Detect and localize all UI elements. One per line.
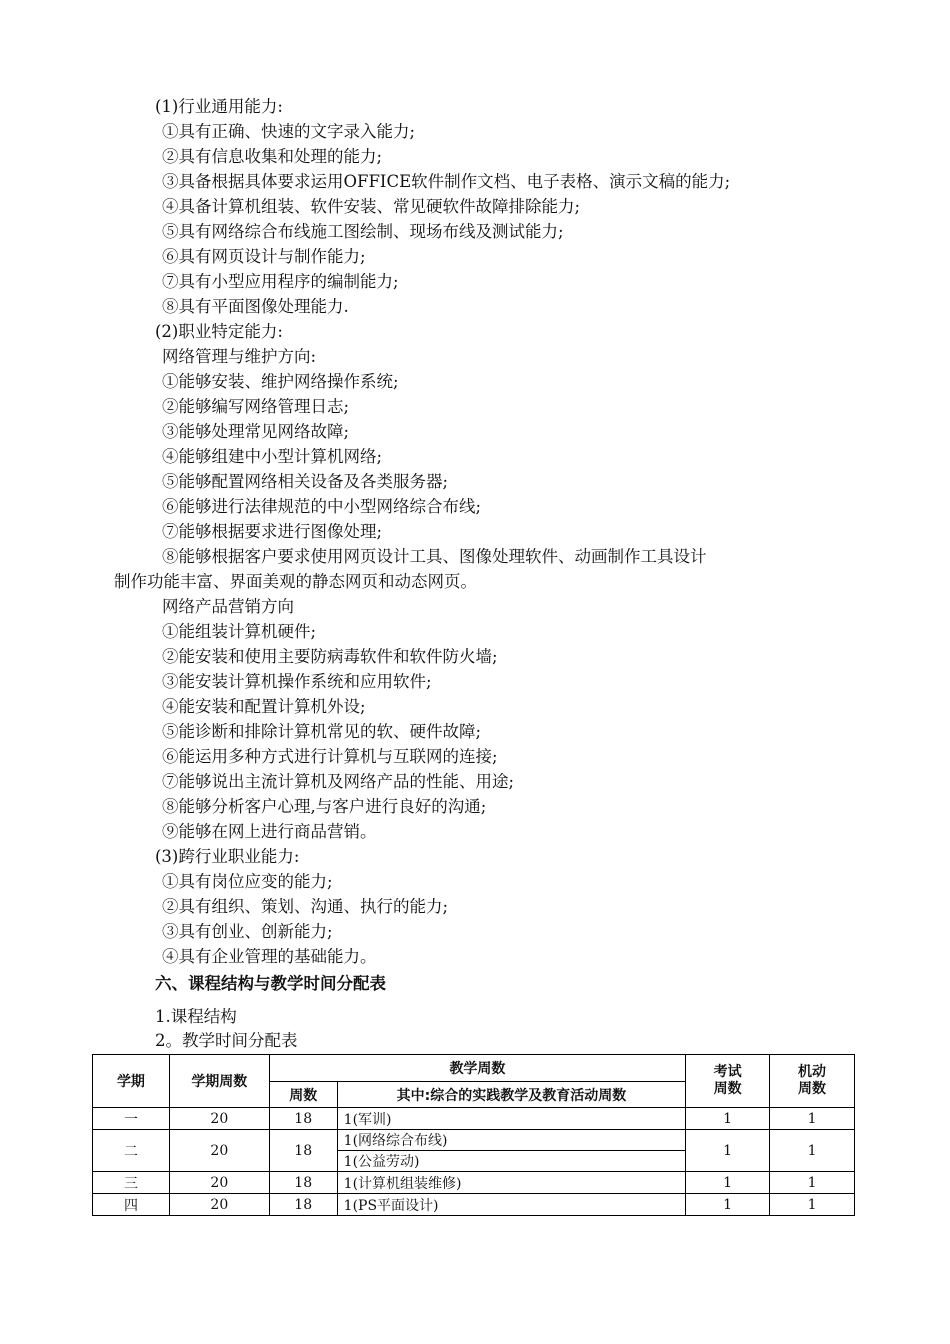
cell-semester-weeks: 20 <box>169 1194 269 1216</box>
text-line: ②能安装和使用主要防病毒软件和软件防火墙; <box>162 647 498 666</box>
cell-semester-weeks: 20 <box>169 1172 269 1194</box>
cell-flex-weeks: 1 <box>770 1130 855 1172</box>
text-line: (2)职业特定能力: <box>155 322 283 341</box>
cell-semester-weeks: 20 <box>169 1130 269 1172</box>
cell-semester: 四 <box>93 1194 170 1216</box>
cell-flex-weeks: 1 <box>770 1194 855 1216</box>
teaching-time-table <box>92 1054 855 1216</box>
header-weeks: 周数 <box>269 1082 337 1108</box>
section-heading: 六、课程结构与教学时间分配表 <box>155 974 386 993</box>
text-line: ④具备计算机组装、软件安装、常见硬软件故障排除能力; <box>162 197 581 216</box>
text-line: ③能安装计算机操作系统和应用软件; <box>162 672 432 691</box>
cell-flex-weeks: 1 <box>770 1108 855 1130</box>
cell-exam-weeks: 1 <box>686 1194 770 1216</box>
header-semester-weeks: 学期周数 <box>169 1055 269 1108</box>
cell-exam-weeks: 1 <box>686 1130 770 1172</box>
text-line: ③能够处理常见网络故障; <box>162 422 350 441</box>
cell-practice: 1(网络综合布线) <box>337 1130 685 1151</box>
text-line: ③具备根据具体要求运用OFFICE软件制作文档、电子表格、演示文稿的能力; <box>162 172 731 191</box>
cell-exam-weeks: 1 <box>686 1108 770 1130</box>
text-line: ⑥能运用多种方式进行计算机与互联网的连接; <box>162 747 498 766</box>
text-line: ①能组装计算机硬件; <box>162 622 317 641</box>
text-line: ⑧能够根据客户要求使用网页设计工具、图像处理软件、动画制作工具设计 <box>162 547 707 566</box>
text-line: ②具有信息收集和处理的能力; <box>162 147 383 166</box>
cell-practice: 1(军训) <box>337 1108 685 1130</box>
cell-semester: 三 <box>93 1172 170 1194</box>
text-line: ⑥能够进行法律规范的中小型网络综合布线; <box>162 497 482 516</box>
text-line: ⑥具有网页设计与制作能力; <box>162 247 366 266</box>
subheading-time-table: 2。教学时间分配表 <box>155 1031 298 1050</box>
header-exam-weeks: 考试周数 <box>686 1055 770 1108</box>
text-line: ①能够安装、维护网络操作系统; <box>162 372 399 391</box>
header-practice-weeks: 其中:综合的实践教学及教育活动周数 <box>337 1082 685 1108</box>
text-line: ⑤具有网络综合布线施工图绘制、现场布线及测试能力; <box>162 222 564 241</box>
text-line: ①具有岗位应变的能力; <box>162 872 333 891</box>
cell-teaching-weeks: 18 <box>269 1194 337 1216</box>
text-line: ①具有正确、快速的文字录入能力; <box>162 122 416 141</box>
text-line: 网络管理与维护方向: <box>162 347 317 366</box>
header-teaching-weeks: 教学周数 <box>269 1055 685 1082</box>
cell-semester: 一 <box>93 1108 170 1130</box>
cell-teaching-weeks: 18 <box>269 1108 337 1130</box>
text-line: ⑦能够说出主流计算机及网络产品的性能、用途; <box>162 772 515 791</box>
table-row <box>93 1108 855 1130</box>
text-line: ④具有企业管理的基础能力。 <box>162 947 377 966</box>
cell-semester: 二 <box>93 1130 170 1172</box>
text-line: (3)跨行业职业能力: <box>155 847 300 866</box>
text-line: ⑤能诊断和排除计算机常见的软、硬件故障; <box>162 722 482 741</box>
text-line: 网络产品营销方向 <box>162 597 294 616</box>
header-semester: 学期 <box>93 1055 170 1108</box>
text-line: ⑧具有平面图像处理能力. <box>162 297 349 316</box>
cell-practice: 1(PS平面设计) <box>337 1194 685 1216</box>
cell-practice: 1(公益劳动) <box>337 1151 685 1172</box>
text-line: ②能够编写网络管理日志; <box>162 397 350 416</box>
text-line: (1)行业通用能力: <box>155 97 283 116</box>
text-line: ④能够组建中小型计算机网络; <box>162 447 383 466</box>
text-line: 制作功能丰富、界面美观的静态网页和动态网页。 <box>114 572 477 591</box>
text-line: ⑦具有小型应用程序的编制能力; <box>162 272 399 291</box>
cell-flex-weeks: 1 <box>770 1172 855 1194</box>
text-line: ④能安装和配置计算机外设; <box>162 697 366 716</box>
text-line: ⑧能够分析客户心理,与客户进行良好的沟通; <box>162 797 487 816</box>
text-line: ⑨能够在网上进行商品营销。 <box>162 822 377 841</box>
table-row <box>93 1130 855 1151</box>
cell-exam-weeks: 1 <box>686 1172 770 1194</box>
header-flex-weeks: 机动周数 <box>770 1055 855 1108</box>
cell-teaching-weeks: 18 <box>269 1130 337 1172</box>
cell-practice: 1(计算机组装维修) <box>337 1172 685 1194</box>
text-line: ⑦能够根据要求进行图像处理; <box>162 522 383 541</box>
subheading-course-structure: 1.课程结构 <box>155 1007 237 1026</box>
cell-semester-weeks: 20 <box>169 1108 269 1130</box>
table-row <box>93 1172 855 1194</box>
text-line: ②具有组织、策划、沟通、执行的能力; <box>162 897 449 916</box>
table-row <box>93 1194 855 1216</box>
text-line: ③具有创业、创新能力; <box>162 922 333 941</box>
text-line: ⑤能够配置网络相关设备及各类服务器; <box>162 472 449 491</box>
cell-teaching-weeks: 18 <box>269 1172 337 1194</box>
